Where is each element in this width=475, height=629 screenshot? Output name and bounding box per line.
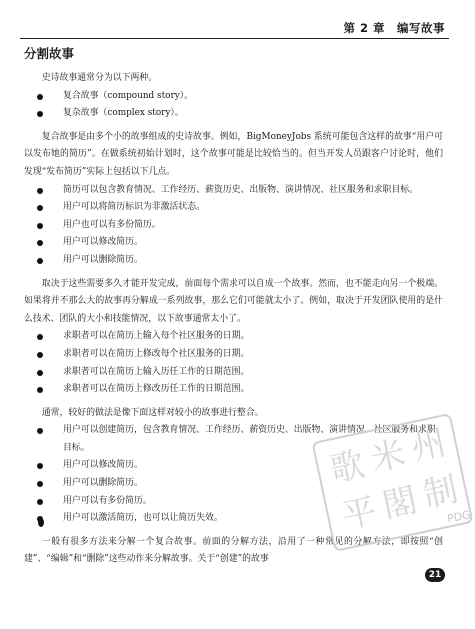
watermark-label: PDG (446, 508, 472, 526)
chapter-title: 第 2 章 编写故事 (343, 21, 445, 35)
story-types-list (24, 88, 443, 123)
watermark-char: 閣 (379, 480, 421, 527)
body-content (24, 70, 443, 569)
combined-stories-list (24, 422, 443, 528)
list-item: 求职者可以在简历上输入每个社区服务的日期。 (24, 328, 443, 346)
section-title: 分割故事 (24, 46, 75, 61)
list-item: 求职者可以在简历上修改历任工作的日期范围。 (24, 381, 443, 399)
page-header (20, 20, 449, 39)
too-small-paragraph: 取决于这些需要多久才能开发完成，前面每个需求可以自成一个故事。然而，也不能走向另一个极端。如果将并不那么大的故事再分解成一系列故事，那么它们可能就太小了。例如，取决于开发团队使用的是什么技术、团队的大小和技能情况，以下故事通常太小了。 (24, 278, 443, 324)
margin-mark (38, 518, 44, 527)
list-item: 复合故事（compound story）。 (24, 88, 443, 106)
watermark-char: 平 (338, 490, 381, 538)
list-item: 用户可以激活简历，也可以让简历失效。 (24, 510, 443, 528)
resume-features-list (24, 182, 443, 270)
list-item: 用户可以修改简历。 (24, 457, 443, 475)
list-item: 用户可以将简历标识为非激活状态。 (24, 199, 443, 217)
watermark-char: 州 (407, 422, 450, 470)
list-item: 复杂故事（complex story）。 (24, 105, 443, 123)
list-item: 求职者可以在简历上修改每个社区服务的日期。 (24, 346, 443, 364)
too-small-stories-list (24, 328, 443, 398)
list-item: 用户可以删除简历。 (24, 252, 443, 270)
list-item: 用户可以创建简历，包含教育情况、工作经历、薪资历史、出版物、演讲情况、社区服务和求职目标。 (24, 422, 443, 457)
list-item: 用户可以删除简历。 (24, 475, 443, 493)
list-item: 求职者可以在简历上输入历任工作的日期范围。 (24, 364, 443, 382)
list-item: 用户也可以有多份简历。 (24, 217, 443, 235)
intro-paragraph: 史诗故事通常分为以下两种。 (41, 73, 158, 83)
watermark-char: 制 (419, 469, 462, 516)
combine-paragraph: 通常，较好的做法是像下面这样对较小的故事进行整合。 (41, 407, 264, 418)
list-item: 简历可以包含教育情况、工作经历、薪资历史、出版物、演讲情况、社区服务和求职目标。 (24, 182, 443, 200)
list-item: 用户可以修改简历。 (24, 234, 443, 252)
watermark-char: 米 (367, 433, 409, 480)
page-number: 21 (425, 568, 445, 582)
compound-story-paragraph: 复合故事是由多个小的故事组成的史诗故事。例如，BigMoneyJobs 系统可能包含这样的故事“用户可以发布她的简历”。在做系统初始计划时，这个故事可能是比较恰当的。但当开发人员跟客户讨论时，他们发现“发布简历”实际上包括以下几点。 (24, 131, 443, 177)
list-item: 用户可以有多份简历。 (24, 493, 443, 511)
watermark-char: 歌 (326, 444, 369, 491)
decompose-paragraph: 一般有很多方法来分解一个复合故事。前面的分解方法，沿用了一种常见的分解方法，即按照“创建”、“编辑”和“删除”这些动作来分解故事。关于“创建”的故事 (24, 536, 443, 565)
